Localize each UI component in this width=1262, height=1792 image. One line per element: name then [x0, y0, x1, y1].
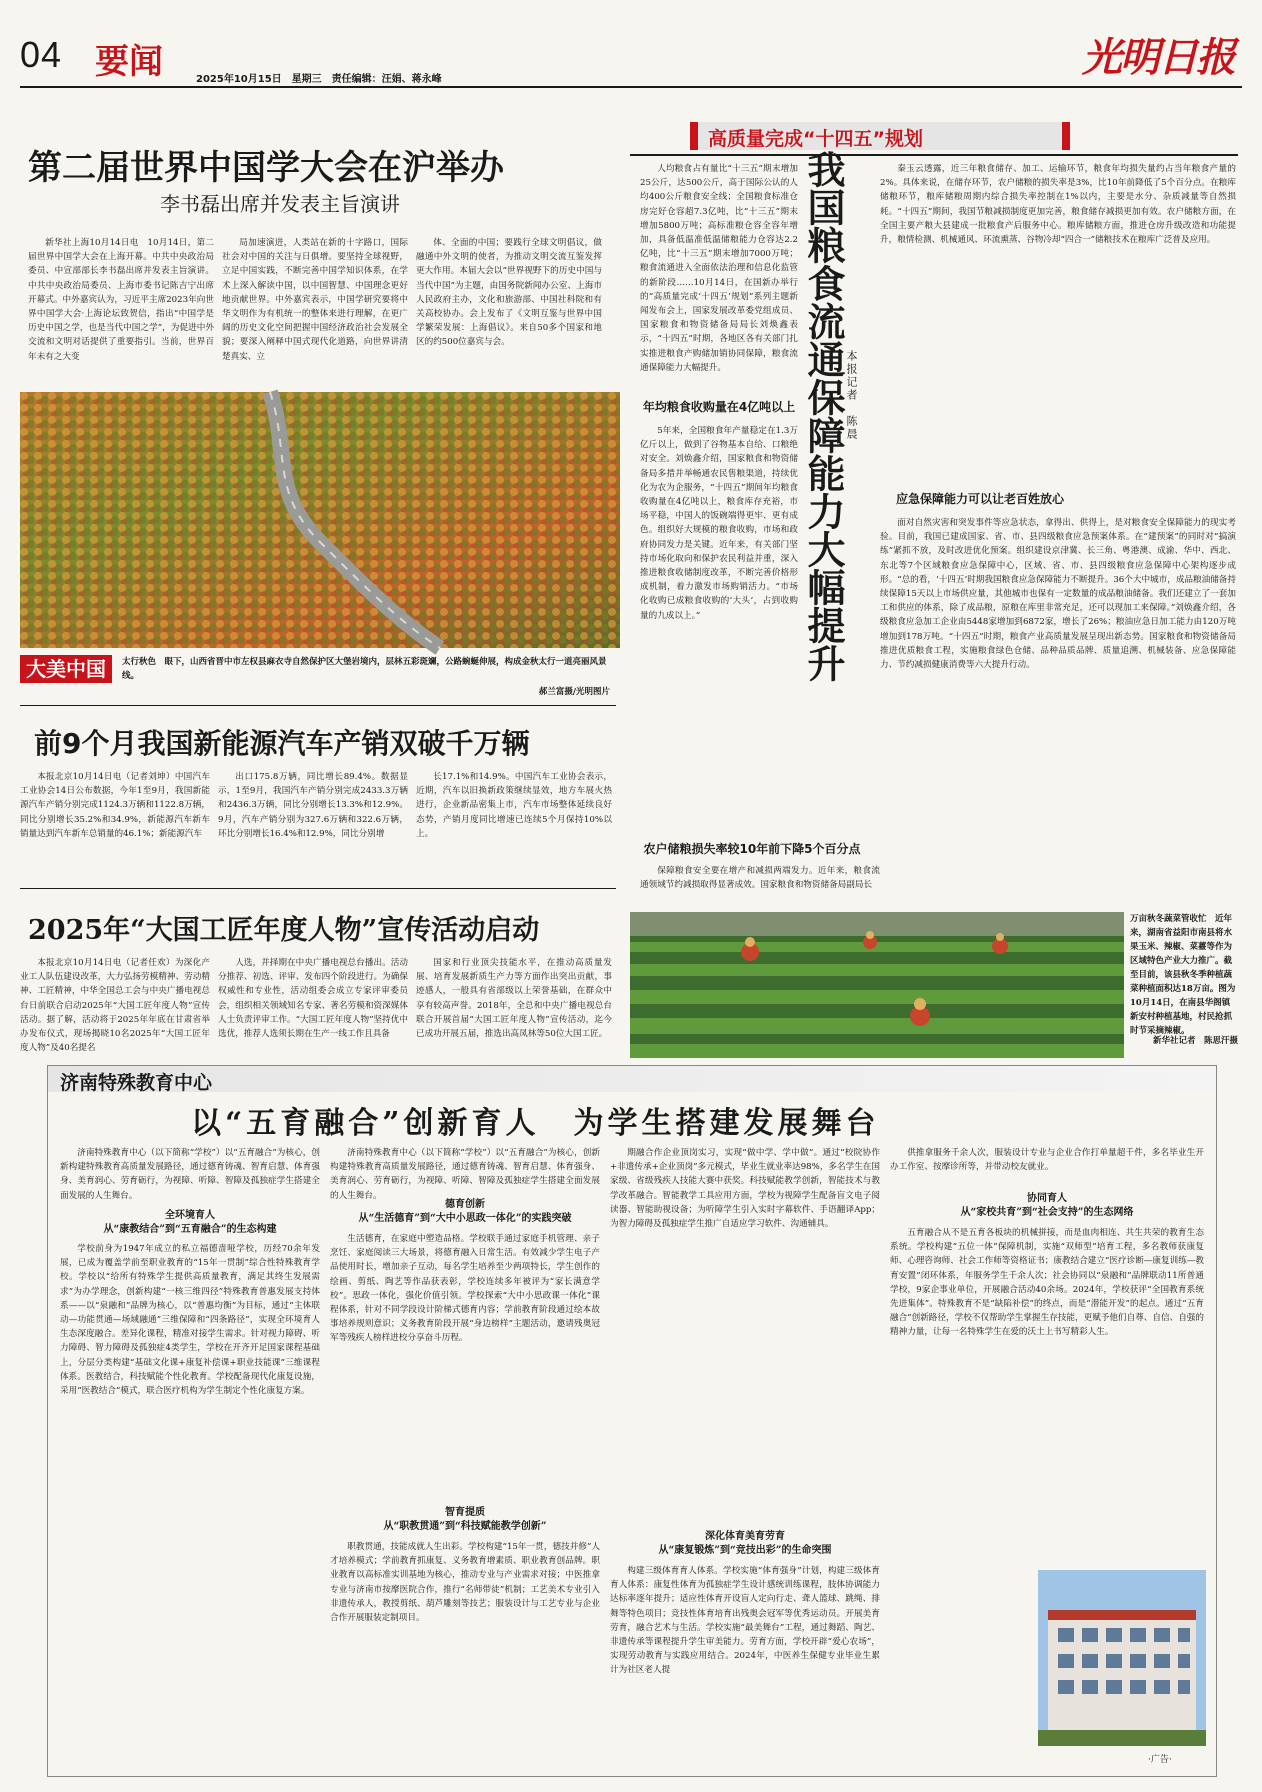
grain-intro: 人均粮食占有量比“十三五”期末增加25公斤，达500公斤，高于国际公认的人均400公斤粮食安全线；全国粮食标准仓房完好仓容超7.3亿吨，比“十三五”期末增加5800万吨；高标准粮仓容全容年增加，具备低温准低温储粮能力仓容达2.2亿吨，比“十三五”期末增加7000万吨；粮食流通进入全面依法治理和信息化监管的新阶段……10月14日，在国新办举行的“高质量完成‘十四五’规划”系列主题新闻发布会上，国家发展改革委党组成员、国家粮食和物资储备局局长刘焕鑫表示，“十四五”时期，各地区各有关部门扎实推进粮食产购储加销协同保障，粮食流通保障能力大幅提升。 [640, 164, 798, 373]
ad-intro: 济南特殊教育中心（以下简称“学校”）以“五育融合”为核心，创新构建特殊教育高质量发展路径，通过德育铸魂、智育启慧、体育强身、美育润心、劳育砺行，为视障、听障、智障及孤独症学生搭建全面发展的人生舞台。 [60, 1148, 320, 1201]
ad-title: 以“五育融合”创新育人 为学生搭建发展舞台 [191, 1106, 880, 1141]
ad-column-4-lead: 供推拿服务千余人次，服装设计专业与企业合作打单量超千件，多名毕业生开办工作室、按摩诊所等，并带动校友就业。 [890, 1148, 1204, 1173]
plan-banner [690, 122, 1070, 150]
ad-header-band [48, 1066, 1216, 1092]
ad-section-3-head: 智育提质 [445, 1507, 485, 1518]
story3-title: 2025年“大国工匠年度人物”宣传活动启动 [28, 915, 540, 946]
grain-subhead-3: 应急保障能力可以让老百姓放心 [896, 492, 1065, 506]
grain-column-2: 秦玉云透露，近三年粮食储存、加工、运输环节，粮食年均损失量约占当年粮食产量的2%。具体来说，在储存环节，农户储粮的损失率是3%，比10年前降低了5个百分点。在粮库储粮环节，粮库储粮周期内综合损失率控制在1%以内，主要是水分、杂质减量等自然损耗。“十四五”期间，我国节粮减损制度更加完善，粮食储存减损更加有效。农户储粮方面，在全国主要产粮大县建成一批粮食产后服务中心。粮库储粮方面，推进仓房升级改造和功能提升，粮情检测、机械通风、环流熏蒸、谷物冷却“四合一”储粮技术在粮库广泛普及应用。 [880, 164, 1236, 246]
vegetable-field-photo [630, 912, 1124, 1058]
advertisement-box [47, 1065, 1217, 1777]
school-building-photo [1038, 1570, 1206, 1746]
divider [20, 705, 616, 706]
photo2-credit: 新华社记者 陈思汗摄 [1152, 1036, 1238, 1046]
story3-column-3: 国家和行业顶尖技能水平，在推动高质量发展、培育发展新质生产力等方面作出突出贡献，事迹感人，一般具有省部级以上荣誉基础，在群众中享有较高声誉。2018年，全总和中央广播电视总台联合开展首届“大国工匠年度人物”宣传活动，迄今已成功开展五届，推选出高凤林等50位大国工匠。 [416, 958, 612, 1040]
section-title: 要闻 [95, 42, 163, 82]
divider [630, 154, 1238, 156]
ad-section-6-sub: 从“家校共育”到“社会支持”的生态网络 [960, 1207, 1134, 1218]
ad-mark: ·广告· [1148, 1755, 1172, 1765]
story2-column-3: 长17.1%和14.9%。中国汽车工业协会表示，近期，汽车以旧换新政策继续显效，地方车展火热进行，企业新品密集上市，汽车市场整体延续良好态势，产销月度同比增速已连续5个月保持10%以上。 [416, 772, 612, 839]
autumn-taihang-photo [20, 392, 620, 648]
ad-section-5-text: 构建三级体育育人体系。学校实施“体育强身”计划，构建三级体育育人体系：康复性体育为孤独症学生设计感统训练课程，肢体协调能力达标率逐年提升；适应性体育开设盲人定向行走、聋人篮球、跳绳、排舞等特色项目；竞技性体育培育出残奥会冠军等优秀运动员。开展美育劳育，融合艺术与生活。学校实施“最美舞台”工程，通过舞蹈、陶艺、非遗传承等课程提升学生审美能力。劳育方面，学校开辟“爱心农场”，实现劳动教育与实践应用结合。2024年，中医养生保健专业毕业生累计为社区老人提 [610, 1566, 880, 1676]
ad-organization: 济南特殊教育中心 [60, 1072, 213, 1094]
story3-column-1: 本报北京10月14日电（记者任欢）为深化产业工人队伍建设改革，大力弘扬劳模精神、劳动精神、工匠精神，中华全国总工会与中央广播电视总台日前联合启动2025年“大国工匠年度人物”宣传活动。据了解，活动将于2025年年底在甘肃省举办发布仪式，现场揭晓10名2025年“大国工匠年度人物”及40名提名 [20, 958, 210, 1054]
story1-subtitle: 李书磊出席并发表主旨演讲 [160, 192, 400, 216]
ad-section-6-text: 五育融合从不是五育各板块的机械拼接，而是血肉相连、共生共荣的教育生态系统。学校构建“五位一体”保障机制，实施“双师型”培育工程，多名教师获康复师、心理咨询师、社会工作师等资格证书；康教结合建立“医疗诊断—康复训练—教育安置”闭环体系，年服务学生千余人次；社会协同以“泉融和”品牌联动11所普通学校，9家企事业单位，开展融合活动40余场。2024年，学校获评“全国教育系统先进集体”。特殊教育不是“缺陷补偿”的终点，而是“潜能开发”的起点。通过“五育融合”创新路径，学校不仅帮助学生掌握生存技能，更赋予他们自尊、自信、自强的精神力量，让每一名特殊学生在爱的沃土上书写精彩人生。 [890, 1228, 1204, 1338]
ad-section-5-head: 深化体育美育劳育 [705, 1531, 785, 1542]
grain-subhead-1: 年均粮食收购量在4亿吨以上 [642, 400, 796, 414]
photo2-caption: 万亩秋冬蔬菜管收忙 近年来，湖南省益阳市南县将水果玉米、辣椒、菜薹等作为区域特色产业大力推广。截至目前，该县秋冬季种植蔬菜种植面积达18万亩。图为10月14日，在南县华阁镇新安村种植基地，村民抢抓时节采摘辣椒。 [1130, 914, 1236, 1036]
header-rule [20, 86, 1242, 88]
ad-section-2-sub: 从“生活德育”到“大中小思政一体化”的实践突破 [358, 1213, 572, 1224]
ad-section-2-head: 德育创新 [445, 1199, 485, 1210]
grain-subhead-2: 农户储粮损失率较10年前下降5个百分点 [643, 842, 861, 856]
story3-column-2: 人选，并择期在中央广播电视总台播出。活动分推荐、初选、评审、发布四个阶段进行。为确保权威性和专业性，活动组委会成立专家评审委员会，组织相关领域知名专家、著名劳模和资深媒体人士负责评审工作。“大国工匠年度人物”坚持优中选优，推荐人选须长期在生产一线工作且具备 [218, 958, 408, 1040]
dateline: 2025年10月15日 星期三 责任编辑：汪娟、蒋永峰 [196, 74, 442, 85]
page-number: 04 [20, 34, 63, 75]
newspaper-logo: 光明日报 [1082, 34, 1234, 81]
ad-section-3-sub: 从“职教贯通”到“科技赋能教学创新” [383, 1521, 547, 1532]
photo1-credit: 郝兰富摄/光明图片 [538, 687, 610, 697]
photo1-caption: 太行秋色 眼下，山西省晋中市左权县麻衣寺自然保护区大堡岩境内，层林五彩斑斓，公路蜿蜒伸展，构成金秋太行一道亮丽风景线。 [122, 657, 607, 681]
ad-section-6-head: 协同育人 [1027, 1193, 1067, 1204]
story1-column-2: 局加速演进，人类站在新的十字路口，国际社会对中国的关注与日俱增。要坚持全球视野，立足中国实践，不断完善中国学知识体系，在学术上深入解读中国，以中国智慧、中国理念更好地贡献世界。中外嘉宾表示，中国学研究要将中华文明作为有机统一的整体来进行理解，在更广阔的历史文化空间把握中国经济政治社会发展全貌；要深入阐释中国式现代化道路，向世界讲清楚真实、立 [222, 238, 408, 362]
ad-column-3-text: 期融合作企业顶岗实习，实现“做中学、学中做”。通过“校院协作+非遗传承+企业顶岗”多元模式，毕业生就业率达98%，多名学生在国家级、省级残疾人技能大赛中获奖。科技赋能教学创新，智能技术与教学改革融合。智能教学工具应用方面，学校为视障学生配备盲文电子阅读器、智能助视设备；为听障学生引入实时字幕软件、手语翻译App；为智力障碍及孤独症学生推广自适应学习软件、沟通辅具。 [610, 1148, 880, 1230]
beautiful-china-tag: 大美中国 [20, 655, 112, 683]
ad-section-5-sub: 从“康复锻炼”到“竞技出彩”的生命突围 [658, 1545, 832, 1556]
story2-column-1: 本报北京10月14日电（记者刘坤）中国汽车工业协会14日公布数据，今年1至9月，我国新能源汽车产销分别完成1124.3万辆和1122.8万辆，同比分别增长35.2%和34.9%，新能源汽车新车销量达到汽车新车总销量的46.1%；新能源汽车 [20, 772, 210, 839]
story2-column-2: 出口175.8万辆，同比增长89.4%。数据显示，1至9月，我国汽车产销分别完成2433.3万辆和2436.3万辆，同比分别增长13.3%和12.9%。9月，汽车产销分别为327.6万辆和322.6万辆，环比分别增长16.4%和12.9%，同比分别增 [218, 772, 408, 839]
story2-title: 前9个月我国新能源汽车产销双破千万辆 [34, 727, 530, 760]
grain-section-2: 保障粮食安全要在增产和减损两端发力。近年来，粮食流通领域节约减损取得显著成效。国家粮食和物资储备局副局长 [640, 866, 880, 891]
story1-title: 第二届世界中国学大会在沪举办 [28, 148, 504, 188]
ad-section-2-text: 生活德育，在家庭中塑造品格。学校联手通过家庭手机管理、亲子烹饪、家庭阅读三大场景，将德育融入日常生活。有效减少学生电子产品使用时长，增加亲子互动，每名学生培养至少两项特长，学生创作的绘画、剪纸、陶艺等作品获表彰，学校连续多年被评为“家长满意学校”。思政一体化，强化价值引领。学校探索“大中小思政课一体化”课程体系，针对不同学段设计阶梯式德育内容；学前教育阶段通过绘本故事培养规则意识；义务教育阶段开展“身边榜样”主题活动，邀请残奥冠军等残疾人榜样进校分享奋斗历程。 [330, 1234, 600, 1344]
story1-column-3: 体、全面的中国；要践行全球文明倡议，做融通中外文明的使者，为推动文明交流互鉴发挥更大作用。本届大会以“世界视野下的历史中国与当代中国”为主题，由国务院新闻办公室、上海市人民政府主办，文化和旅游部、中国社科院和有关高校协办。会上发布了《文明互鉴与世界中国学繁荣发展：上海倡议》。来自50多个国家和地区的约500位嘉宾与会。 [416, 238, 602, 348]
ad-section-1-sub: 从“康教结合”到“五育融合”的生态构建 [103, 1224, 277, 1235]
grain-author: 本报记者 陈晨 [845, 350, 858, 441]
story1-column-1: 新华社上海10月14日电 10月14日，第二届世界中国学大会在上海开幕。中共中央政治局委员、中宣部部长李书磊出席并发表主旨演讲。中共中央政治局委员、上海市委书记陈吉宁出席开幕式。中外嘉宾认为，习近平主席2023年向世界中国学大会·上海论坛致贺信，指出“中国学是历史中国之学，也是当代中国之学”，为促进中外交流和文明对话提供了重要指引。当前，世界百年未有之大变 [28, 238, 214, 362]
grain-section-3: 面对自然灾害和突发事件等应急状态，拿得出、供得上，是对粮食安全保障能力的现实考验。目前，我国已建成国家、省、市、县四级粮食应急预案体系。在“建预案”的同时对“搞演练”紧抓不放，及时改进优化预案。组织建设京津冀、长三角、粤港澳、成渝、华中、西北、东北等7个区域粮食应急保障中心，区域、省、市、县四级粮食应急保障中心架构逐步成形。“总的看，‘十四五’时期我国粮食应急保障能力不断提升。36个大中城市，成品粮油储备持续保障15天以上市场供应量，其他城市也保有一定数量的成品粮油储备。我们还建立了一套加工和供应的体系，除了成品粮，原粮在库里非常充足，还可以现加工来保障。”刘焕鑫介绍，各级粮食应急加工企业由5448家增加到6872家，增长了26%；粮油应急日加工能力由120万吨增加到178万吨。“十四五”时期，粮食产业高质量发展呈现出新态势。国家粮食和物资储备局推进优质粮食工程，实施粮食绿色仓储、品种品质品牌、质量追溯、机械装备、应急保障能力、节约减损健康消费等六大提升行动。 [880, 518, 1236, 671]
ad-section-1-text: 学校前身为1947年成立的私立福德啬哑学校，历经70余年发展，已成为覆盖学前至职业教育的“15年一贯制”综合性特殊教育学校。学校以“给所有特殊学生提供高质量教育，满足其终生发展需求”为办学理念，创新构建“一核三维四径”特殊教育普惠发展支持体系——以“泉融和”品牌为核心，以“普惠均衡”为目标，通过“主体联动—功能贯通—场域融通”三维保障和“四条路径”，实现全环境育人生态深度融合。差异化课程，精准对接学生需求。针对视力障碍、听力障碍、智力障碍及孤独症4类学生，学校在开齐开足国家课程基础上，分层分类构建“基础文化课+康复补偿课+职业技能课”三维课程体系。医教结合，科技赋能个性化教育。学校配备现代化康复设施，采用“医教结合”模式，联合医疗机构为学生制定个性化康复方案。 [60, 1244, 320, 1397]
grain-title: 我国粮食流通保障能力大幅提升 [801, 150, 846, 682]
ad-section-3-text: 职教贯通，技能成就人生出彩。学校构建“15年一贯，德技并修”人才培养模式；学前教育抓康复、义务教育增素质、职业教育创品牌。职业教育以高标准实训基地为核心，推动专业与产业需求对接；中医推拿专业与济南市按摩医院合作，推行“名师带徒”机制；工艺美术专业引入非遗传承人，教授剪纸、葫芦雕刻等技艺；服装设计与工艺专业与企业合作开展服装定制项目。 [330, 1542, 600, 1624]
divider [20, 888, 616, 889]
ad-section-1-head: 全环境育人 [165, 1210, 215, 1221]
grain-section-1: 5年来，全国粮食年产量稳定在1.3万亿斤以上，做到了谷物基本自给、口粮绝对安全。刘焕鑫介绍，国家粮食和物资储备局多措并举畅通农民售粮渠道，持续优化为农为企服务，“十四五”期间年均粮食收购量在4亿吨以上，粮食库存充裕，市场平稳，中国人的饭碗端得更牢、更有成色。组织好大规模的粮食收购，市场和政府协同发力是关键。近年来，有关部门坚持市场化取向和保护农民利益并重，深入推进粮食收储制度改革，不断完善价格形成机制，着力激发市场购销活力。“市场化收购已成粮食收购的‘大头’，占到收购量的九成以上。” [640, 426, 798, 621]
ad-column-2-lead: 济南特殊教育中心（以下简称“学校”）以“五育融合”为核心，创新构建特殊教育高质量发展路径，通过德育铸魂、智育启慧、体育强身、美育润心、劳育砺行，为视障、听障、智障及孤独症学生搭建全面发展的人生舞台。 [330, 1148, 600, 1201]
plan-banner-text: 高质量完成“十四五”规划 [708, 128, 923, 150]
